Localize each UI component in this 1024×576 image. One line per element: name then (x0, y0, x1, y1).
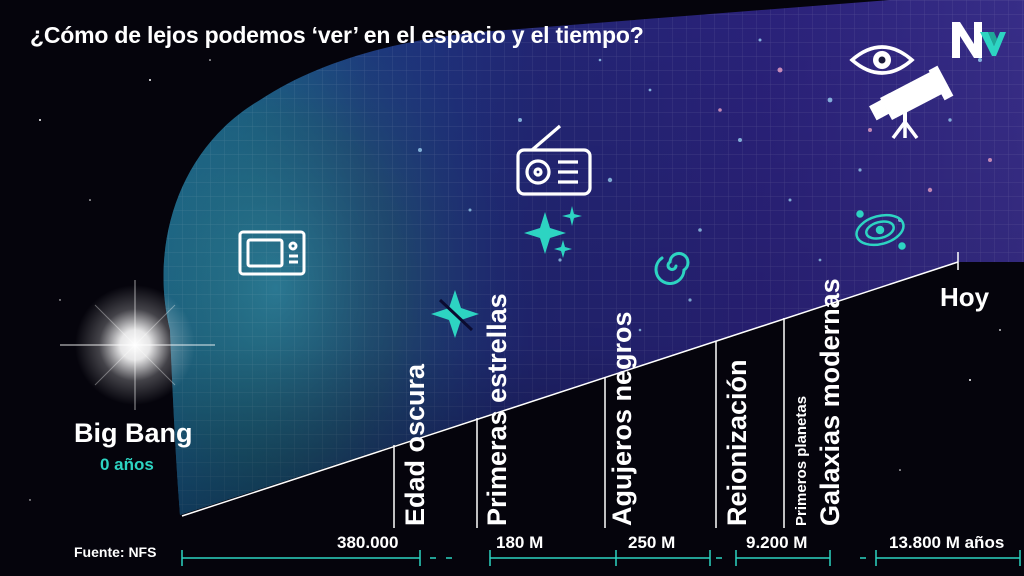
tick-label-180m: 180 M (496, 533, 544, 552)
nv-logo (950, 18, 1008, 60)
epoch-label-dark-age: Edad oscura (400, 363, 430, 526)
epoch-label-modern-galaxies: Galaxias modernas (815, 278, 845, 526)
page-title: ¿Cómo de lejos podemos ‘ver’ en el espacio y el tiempo? (30, 22, 644, 48)
big-bang-age: 0 años (100, 455, 154, 474)
tick-label-250m: 250 M (628, 533, 676, 552)
epoch-label-first-stars: Primeras estrellas (482, 293, 512, 526)
tick-label-9200m: 9.200 M (746, 533, 808, 552)
universe-cylinder (150, 0, 1024, 576)
today-label: Hoy (940, 282, 990, 312)
epoch-label-first-planets: Primeros planetas (793, 395, 810, 526)
source-credit: Fuente: NFS (74, 544, 157, 560)
tick-label-13800m: 13.800 M años (889, 533, 1005, 552)
epoch-label-black-holes: Agujeros negros (607, 311, 637, 526)
big-bang-label: Big Bang (74, 418, 193, 448)
tick-label-380000: 380.000 (337, 533, 399, 552)
epoch-label-reionization: Reionización (722, 359, 752, 526)
